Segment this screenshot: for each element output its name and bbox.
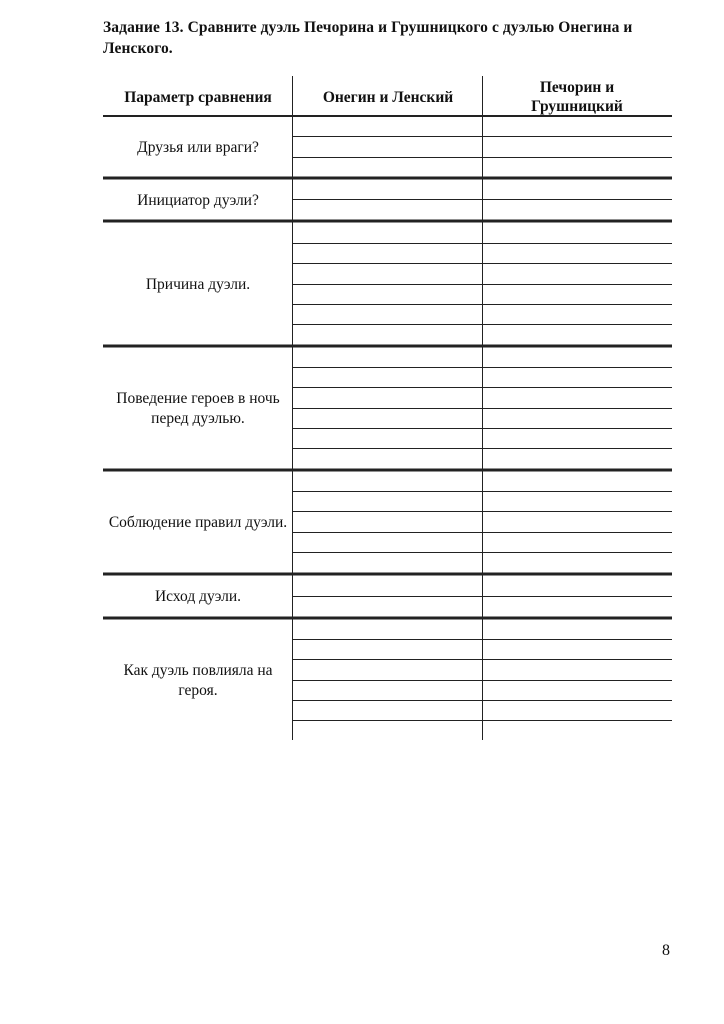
row-label-behaviour-night-before: Поведение героев в ночь перед дуэлью. (116, 390, 280, 427)
row-label-initiator: Инициатор дуэли? (137, 191, 259, 209)
header-pechorin-grushnitsky: Печорин и Грушницкий (531, 79, 623, 115)
row-label-following-rules: Соблюдение правил дуэли. (108, 514, 288, 531)
task-title: Задание 13. Сравните дуэль Печорина и Грушницкого с дуэлью Онегина и Ленского. (103, 19, 633, 57)
page-number: 8 (662, 942, 670, 959)
row-label-influence-on-hero: Как дуэль повлияла на героя. (123, 662, 273, 699)
row-label-friends-or-enemies: Друзья или враги? (137, 139, 259, 156)
row-label-outcome: Исход дуэли. (154, 588, 241, 605)
row-label-reason: Причина дуэли. (145, 275, 251, 293)
header-param: Параметр сравнения (124, 89, 272, 106)
header-onegin-lensky: Онегин и Ленский (322, 89, 454, 106)
